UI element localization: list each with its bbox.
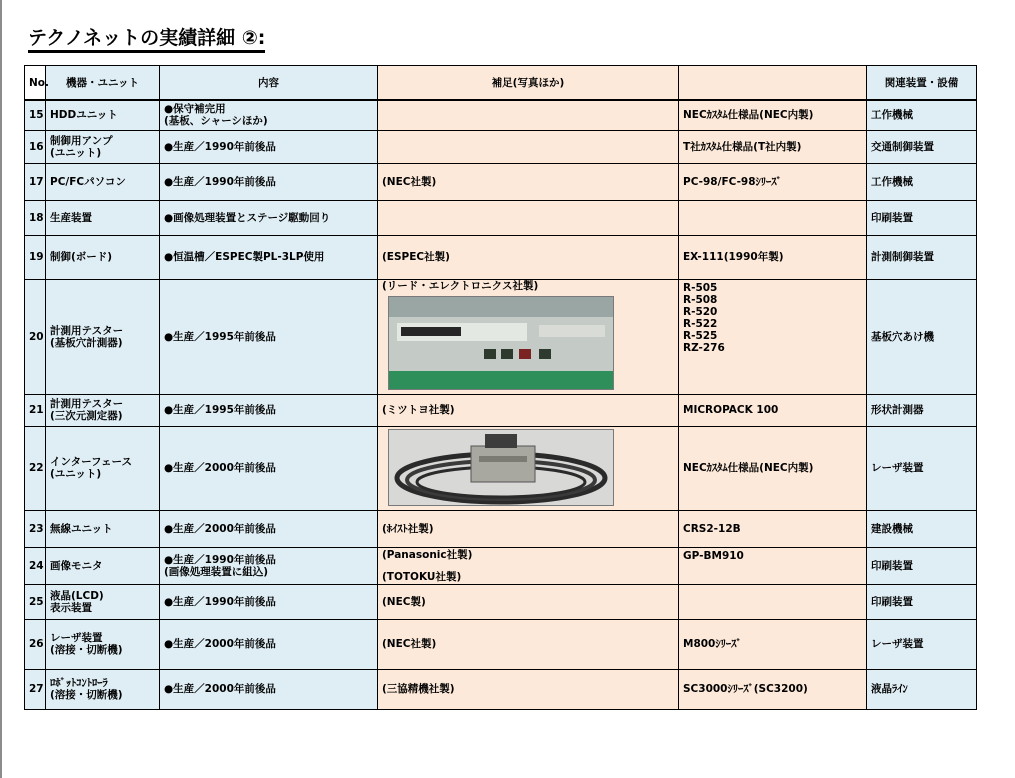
row-model: NECｶｽﾀﾑ仕様品(NEC内製) [679, 100, 867, 130]
row-unit: レーザ装置 (溶接・切断機) [46, 619, 160, 669]
row-content: ●生産／1990年前後品 (画像処理装置に組込) [160, 547, 378, 584]
row-unit: ﾛﾎﾞｯﾄｺﾝﾄﾛｰﾗ (溶接・切断機) [46, 669, 160, 709]
table-row [25, 426, 977, 510]
table-row [25, 130, 977, 163]
interface-unit-photo [388, 429, 614, 506]
row-content: ●生産／2000年前後品 [160, 669, 378, 709]
row-remark: (ﾎｲｽﾄ社製) [378, 510, 679, 547]
row-related: レーザ装置 [867, 619, 977, 669]
table-row [25, 394, 977, 426]
table-row [25, 584, 977, 619]
row-remark: (リード・エレクトロニクス社製) [382, 279, 539, 292]
table-row [25, 619, 977, 669]
row-model: MICROPACK 100 [679, 394, 867, 426]
row-no: 25 [25, 584, 46, 619]
header-no: No. [25, 66, 46, 101]
row-no: 22 [25, 426, 46, 510]
table-row [25, 669, 977, 709]
table-row [25, 163, 977, 200]
header-remark: 補足(写真ほか) [378, 66, 679, 101]
row-related: 印刷装置 [867, 200, 977, 235]
row-remark-two-makers [378, 547, 679, 584]
results-table [24, 65, 977, 710]
row-no: 23 [25, 510, 46, 547]
row-unit: PC/FCパソコン [46, 163, 160, 200]
row-model: EX-111(1990年製) [679, 235, 867, 279]
row-no: 21 [25, 394, 46, 426]
row-unit: 制御(ボード) [46, 235, 160, 279]
table-header-row [25, 66, 977, 101]
header-model [679, 66, 867, 101]
row-no: 27 [25, 669, 46, 709]
row-related: 計測制御装置 [867, 235, 977, 279]
row-related: 形状計測器 [867, 394, 977, 426]
table-body [25, 100, 977, 709]
row-content: ●生産／2000年前後品 [160, 426, 378, 510]
row-no: 18 [25, 200, 46, 235]
row-model: T社ｶｽﾀﾑ仕様品(T社内製) [679, 130, 867, 163]
header-content: 内容 [160, 66, 378, 101]
row-content: ●生産／1990年前後品 [160, 163, 378, 200]
row-related: 工作機械 [867, 163, 977, 200]
page-title: テクノネットの実績詳細 ②: [28, 26, 265, 53]
table-row [25, 279, 977, 394]
row-related: 交通制御装置 [867, 130, 977, 163]
row-related: 印刷装置 [867, 547, 977, 584]
row-no: 26 [25, 619, 46, 669]
row-remark-with-photo [378, 279, 679, 394]
table-row [25, 510, 977, 547]
row-related: レーザ装置 [867, 426, 977, 510]
row-no: 15 [25, 100, 46, 130]
row-remark: (三協精機社製) [378, 669, 679, 709]
row-unit: 画像モニタ [46, 547, 160, 584]
row-model [679, 584, 867, 619]
row-no: 24 [25, 547, 46, 584]
row-content: ●生産／2000年前後品 [160, 619, 378, 669]
row-model: R-505 R-508 R-520 R-522 R-525 RZ-276 [679, 279, 867, 394]
row-no: 20 [25, 279, 46, 394]
table-row [25, 547, 977, 584]
row-content: ●生産／1995年前後品 [160, 279, 378, 394]
row-model: CRS2-12B [679, 510, 867, 547]
row-model: NECｶｽﾀﾑ仕様品(NEC内製) [679, 426, 867, 510]
header-unit: 機器・ユニット [46, 66, 160, 101]
row-content: ●生産／1990年前後品 [160, 584, 378, 619]
row-remark: (NEC社製) [378, 619, 679, 669]
row-related: 建設機械 [867, 510, 977, 547]
row-content: ●画像処理装置とステージ駆動回り [160, 200, 378, 235]
table-row [25, 100, 977, 130]
row-unit: 計測用テスター (三次元測定器) [46, 394, 160, 426]
table-row [25, 235, 977, 279]
row-unit: 液晶(LCD) 表示装置 [46, 584, 160, 619]
row-content: ●恒温槽／ESPEC製PL-3LP使用 [160, 235, 378, 279]
row-remark: (ESPEC社製) [378, 235, 679, 279]
tester-equipment-photo [388, 296, 614, 390]
row-unit: HDDユニット [46, 100, 160, 130]
row-related: 基板穴あけ機 [867, 279, 977, 394]
row-no: 19 [25, 235, 46, 279]
row-content: ●生産／1995年前後品 [160, 394, 378, 426]
row-no: 16 [25, 130, 46, 163]
row-model: M800ｼﾘｰｽﾞ [679, 619, 867, 669]
row-remark: (Panasonic社製) [382, 548, 473, 561]
row-content: ●生産／1990年前後品 [160, 130, 378, 163]
row-remark-with-photo [378, 426, 679, 510]
row-remark: (NEC製) [378, 584, 679, 619]
row-unit: インターフェース (ユニット) [46, 426, 160, 510]
row-content: ●保守補完用 (基板、シャーシほか) [160, 100, 378, 130]
header-related: 関連装置・設備 [867, 66, 977, 101]
row-model: PC-98/FC-98ｼﾘｰｽﾞ [679, 163, 867, 200]
page-left-edge [0, 0, 2, 778]
row-remark: (ミツトヨ社製) [378, 394, 679, 426]
row-remark [378, 200, 679, 235]
row-related: 印刷装置 [867, 584, 977, 619]
row-unit: 制御用アンプ (ユニット) [46, 130, 160, 163]
row-unit: 無線ユニット [46, 510, 160, 547]
row-model: GP-BM910 [679, 547, 867, 584]
row-model [679, 200, 867, 235]
row-remark [378, 100, 679, 130]
row-remark [378, 130, 679, 163]
row-remark-second: (TOTOKU社製) [382, 570, 462, 583]
row-unit: 生産装置 [46, 200, 160, 235]
row-no: 17 [25, 163, 46, 200]
row-content: ●生産／2000年前後品 [160, 510, 378, 547]
table-row [25, 200, 977, 235]
row-model: SC3000ｼﾘｰｽﾞ(SC3200) [679, 669, 867, 709]
row-unit: 計測用テスター (基板穴計測器) [46, 279, 160, 394]
row-related: 液晶ﾗｲﾝ [867, 669, 977, 709]
row-related: 工作機械 [867, 100, 977, 130]
row-remark: (NEC社製) [378, 163, 679, 200]
